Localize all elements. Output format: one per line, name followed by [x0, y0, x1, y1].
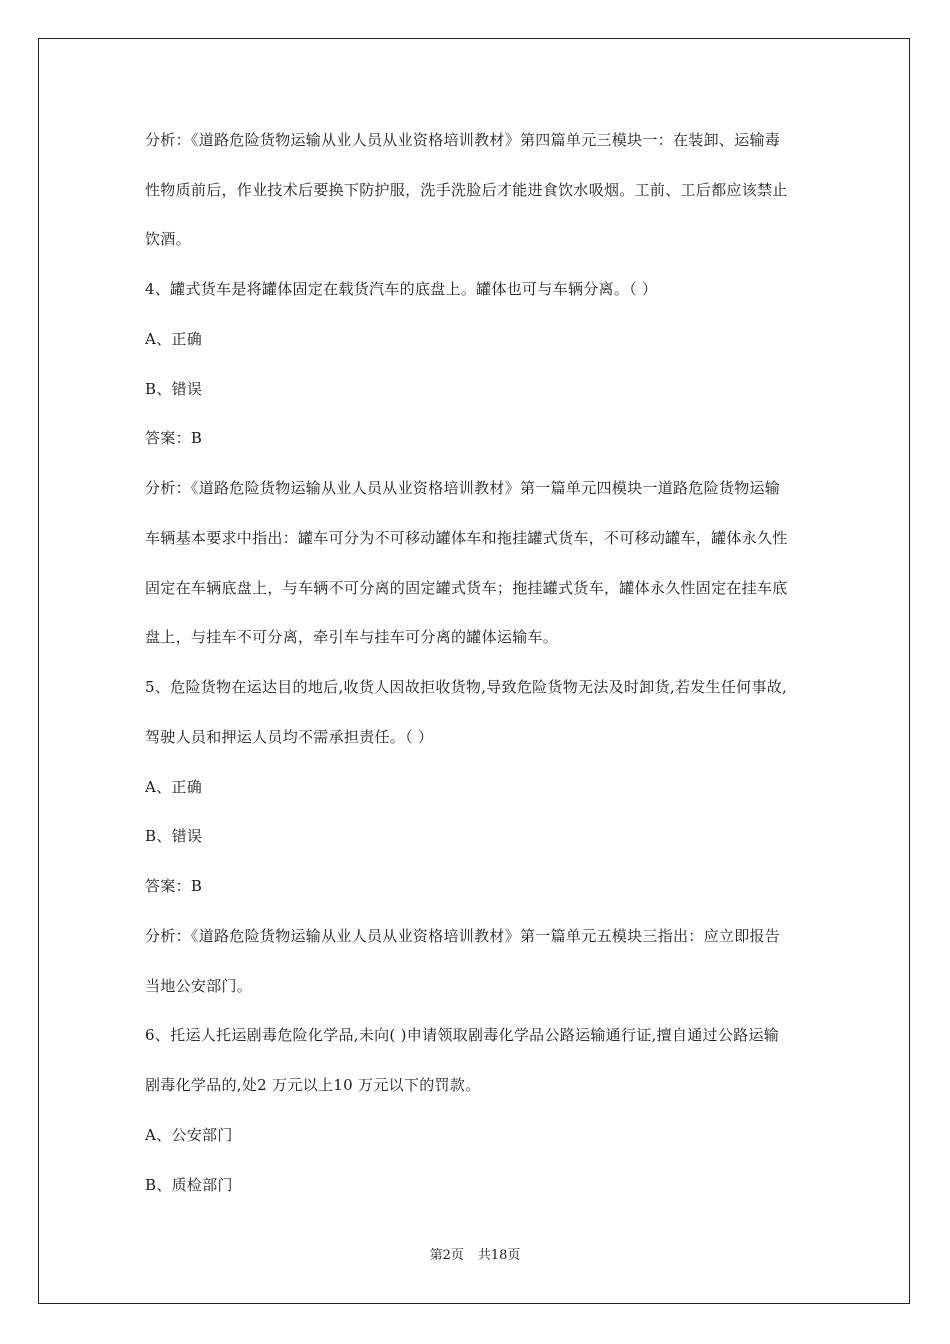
- analysis-4-line-3: 固定在车辆底盘上，与车辆不可分离的固定罐式货车；拖挂罐式货车，罐体永久性固定在挂车底: [145, 579, 788, 597]
- question-6-line-2: 剧毒化学品的,处2 万元以上10 万元以下的罚款。: [145, 1076, 481, 1094]
- page-number: 第2页: [429, 1248, 464, 1263]
- question-4-answer: 答案：B: [145, 429, 203, 447]
- analysis-3-line-3: 饮酒。: [145, 230, 191, 248]
- question-4: 4、罐式货车是将罐体固定在载货汽车的底盘上。罐体也可与车辆分离。（ ）: [145, 280, 658, 298]
- question-4-option-b: B、错误: [145, 380, 203, 398]
- analysis-3-line-1: 分析：《道路危险货物运输从业人员从业资格培训教材》第四篇单元三模块一：在装卸、运输毒: [145, 131, 781, 149]
- question-5-line-1: 5、危险货物在运达目的地后,收货人因故拒收货物,导致危险货物无法及时卸货,若发生任何事故,: [145, 678, 788, 696]
- question-5-line-2: 驾驶人员和押运人员均不需承担责任。（ ）: [145, 728, 434, 746]
- question-5-answer: 答案：B: [145, 877, 203, 895]
- analysis-4-line-2: 车辆基本要求中指出：罐车可分为不可移动罐体车和拖挂罐式货车，不可移动罐车，罐体永久性: [145, 529, 788, 547]
- analysis-5-line-2: 当地公安部门。: [145, 977, 253, 995]
- page-border: [38, 38, 910, 1304]
- analysis-3-line-2: 性物质前后，作业技术后要换下防护服，洗手洗脸后才能进食饮水吸烟。工前、工后都应该禁止: [145, 181, 788, 199]
- analysis-5-line-1: 分析：《道路危险货物运输从业人员从业资格培训教材》第一篇单元五模块三指出：应立即报告: [145, 927, 781, 945]
- question-6-option-a: A、公安部门: [145, 1126, 233, 1144]
- question-6-option-b: B、质检部门: [145, 1176, 233, 1194]
- analysis-4-line-1: 分析：《道路危险货物运输从业人员从业资格培训教材》第一篇单元四模块一道路危险货物运输: [145, 479, 781, 497]
- page-total: 共18页: [477, 1248, 521, 1263]
- page-footer: [0, 1248, 950, 1264]
- question-6-line-1: 6、托运人托运剧毒危险化学品,未向( )申请领取剧毒化学品公路运输通行证,擅自通过公路运输: [145, 1026, 780, 1044]
- question-5-option-b: B、错误: [145, 827, 203, 845]
- question-4-option-a: A、正确: [145, 330, 203, 348]
- question-5-option-a: A、正确: [145, 778, 203, 796]
- analysis-4-line-4: 盘上，与挂车不可分离，牵引车与挂车可分离的罐体运输车。: [145, 628, 559, 646]
